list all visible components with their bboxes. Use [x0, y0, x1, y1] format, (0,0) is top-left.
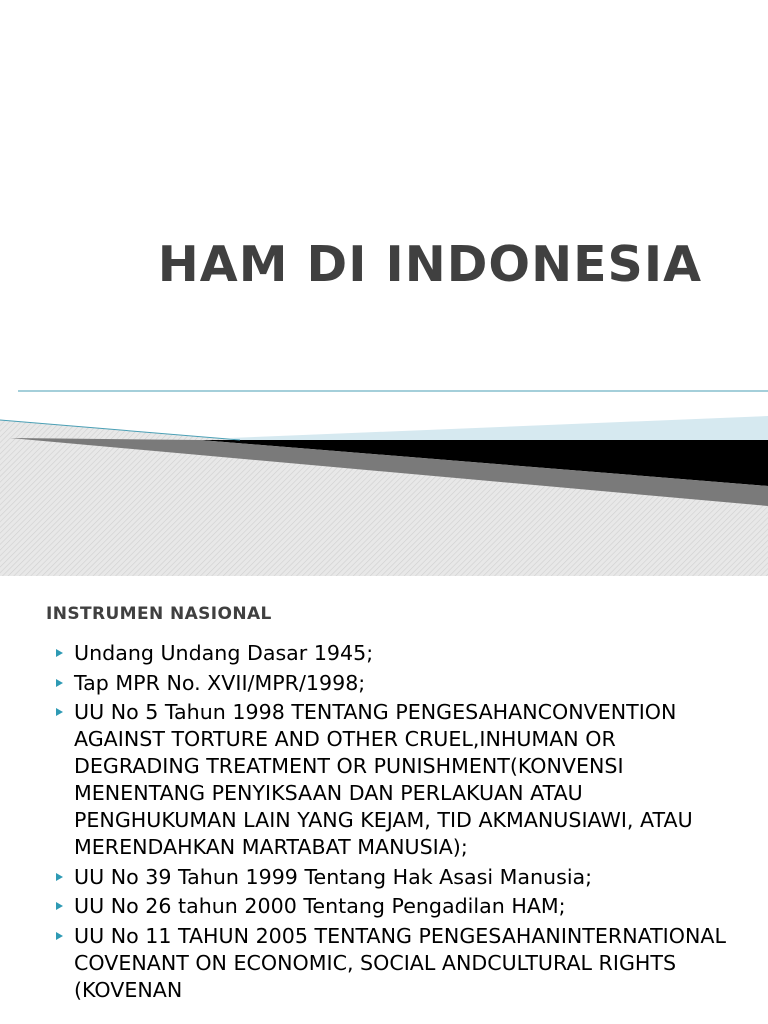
title-decoration	[0, 380, 768, 576]
list-item	[56, 893, 736, 920]
section-heading: INSTRUMEN NASIONAL	[46, 604, 272, 624]
list-item-text: Undang Undang Dasar 1945;	[74, 641, 374, 665]
list-item	[56, 864, 736, 891]
triangle-right-icon	[56, 873, 63, 881]
list-item-text: UU No 26 tahun 2000 Tentang Pengadilan HAM;	[74, 894, 566, 918]
list-item	[56, 923, 736, 1004]
triangle-right-icon	[56, 649, 63, 657]
light-blue-band	[230, 416, 768, 440]
slide-title: HAM DI INDONESIA	[157, 236, 702, 293]
list-item-text: UU No 5 Tahun 1998 TENTANG PENGESAHANCONVENTION AGAINST TORTURE AND OTHER CRUEL,INHUMAN OR DEGRADING TREATMENT OR PUNISHMENT(KONVENSI MENENTANG PENYIKSAAN DAN PERLAKUAN ATAU PENGHUKUMAN LAIN YANG KEJAM, TID AKMANUSIAWI, ATAU MERENDAHKAN MARTABAT MANUSIA);	[74, 700, 693, 859]
list-item	[56, 670, 736, 697]
bullet-list	[56, 640, 736, 1006]
list-item-text: UU No 11 TAHUN 2005 TENTANG PENGESAHANINTERNATIONAL COVENANT ON ECONOMIC, SOCIAL ANDCULTURAL RIGHTS (KOVENAN	[74, 923, 726, 1002]
triangle-right-icon	[56, 902, 63, 910]
triangle-right-icon	[56, 708, 63, 716]
list-item	[56, 699, 736, 861]
triangle-right-icon	[56, 932, 63, 940]
list-item-text: Tap MPR No. XVII/MPR/1998;	[74, 670, 366, 695]
content-slide	[0, 576, 768, 1024]
list-item-text: UU No 39 Tahun 1999 Tentang Hak Asasi Manusia;	[74, 864, 593, 889]
triangle-right-icon	[56, 679, 63, 687]
list-item	[56, 640, 736, 667]
